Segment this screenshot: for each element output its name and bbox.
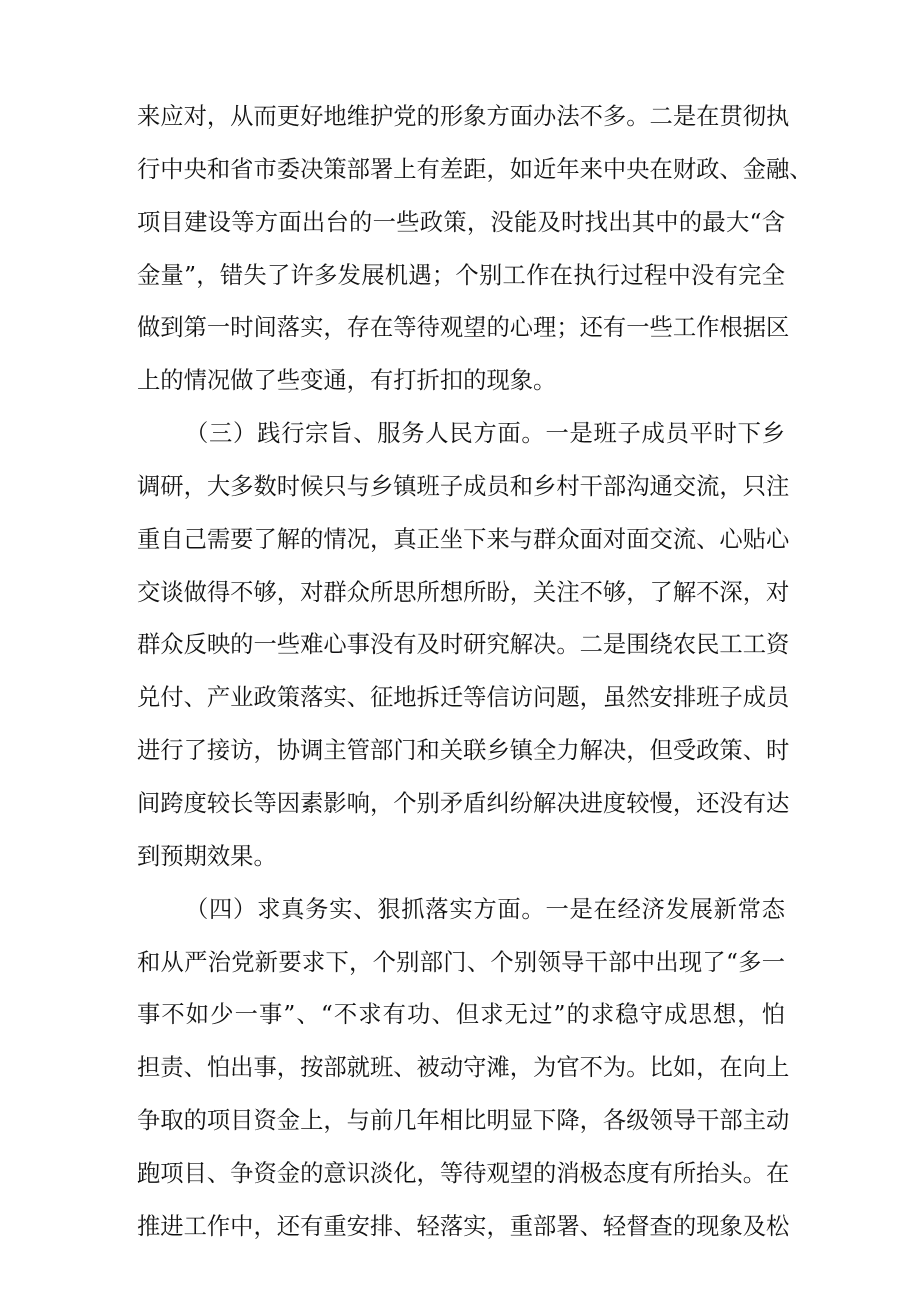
paragraph-1-line-5: 做到第一时间落实，存在等待观望的心理；还有一些工作根据区	[137, 314, 790, 342]
paragraph-3-line-1: （四）求真务实、狠抓落实方面。一是在经济发展新常态	[185, 895, 785, 923]
paragraph-2-line-9: 到预期效果。	[137, 842, 277, 870]
paragraph-3-line-6: 跑项目、争资金的意识淡化，等待观望的消极态度有所抬头。在	[137, 1159, 790, 1187]
paragraph-3-line-3: 事不如少一事”、“不求有功、但求无过”的求稳守成思想，怕	[137, 1001, 785, 1029]
paragraph-2-line-3: 重自己需要了解的情况，真正坐下来与群众面对面交流、心贴心	[137, 525, 790, 553]
paragraph-1-line-1: 来应对，从而更好地维护党的形象方面办法不多。二是在贯彻执	[137, 103, 790, 130]
paragraph-2-line-4: 交谈做得不够，对群众所思所想所盼，关注不够，了解不深，对	[137, 578, 790, 606]
paragraph-1-line-2: 行中央和省市委决策部署上有差距，如近年来中央在财政、金融、	[137, 155, 813, 183]
paragraph-1-line-6: 上的情况做了些变通，有打折扣的现象。	[137, 367, 557, 395]
paragraph-3-line-2: 和从严治党新要求下，个别部门、个别领导干部中出现了“多一	[137, 948, 785, 976]
paragraph-1-line-4: 金量”，错失了许多发展机遇；个别工作在执行过程中没有完全	[137, 261, 785, 289]
paragraph-2-line-1: （三）践行宗旨、服务人民方面。一是班子成员平时下乡	[185, 420, 785, 448]
paragraph-3-line-4: 担责、怕出事，按部就班、被动守滩，为官不为。比如，在向上	[137, 1054, 790, 1082]
paragraph-2-line-7: 进行了接访，协调主管部门和关联乡镇全力解决，但受政策、时	[137, 737, 790, 765]
paragraph-2-line-2: 调研，大多数时候只与乡镇班子成员和乡村干部沟通交流，只注	[137, 472, 790, 500]
document-body	[137, 91, 813, 1254]
paragraph-2-line-6: 兑付、产业政策落实、征地拆迁等信访问题，虽然安排班子成员	[137, 684, 790, 712]
paragraph-1-line-3: 项目建设等方面出台的一些政策，没能及时找出其中的最大“含	[137, 208, 785, 236]
paragraph-2-line-5: 群众反映的一些难心事没有及时研究解决。二是围绕农民工工资	[137, 631, 790, 659]
paragraph-3-line-7: 推进工作中，还有重安排、轻落实，重部署、轻督查的现象及松	[137, 1212, 790, 1240]
paragraph-3-line-5: 争取的项目资金上，与前几年相比明显下降，各级领导干部主动	[137, 1107, 790, 1135]
paragraph-2-line-8: 间跨度较长等因素影响，个别矛盾纠纷解决进度较慢，还没有达	[137, 789, 790, 817]
